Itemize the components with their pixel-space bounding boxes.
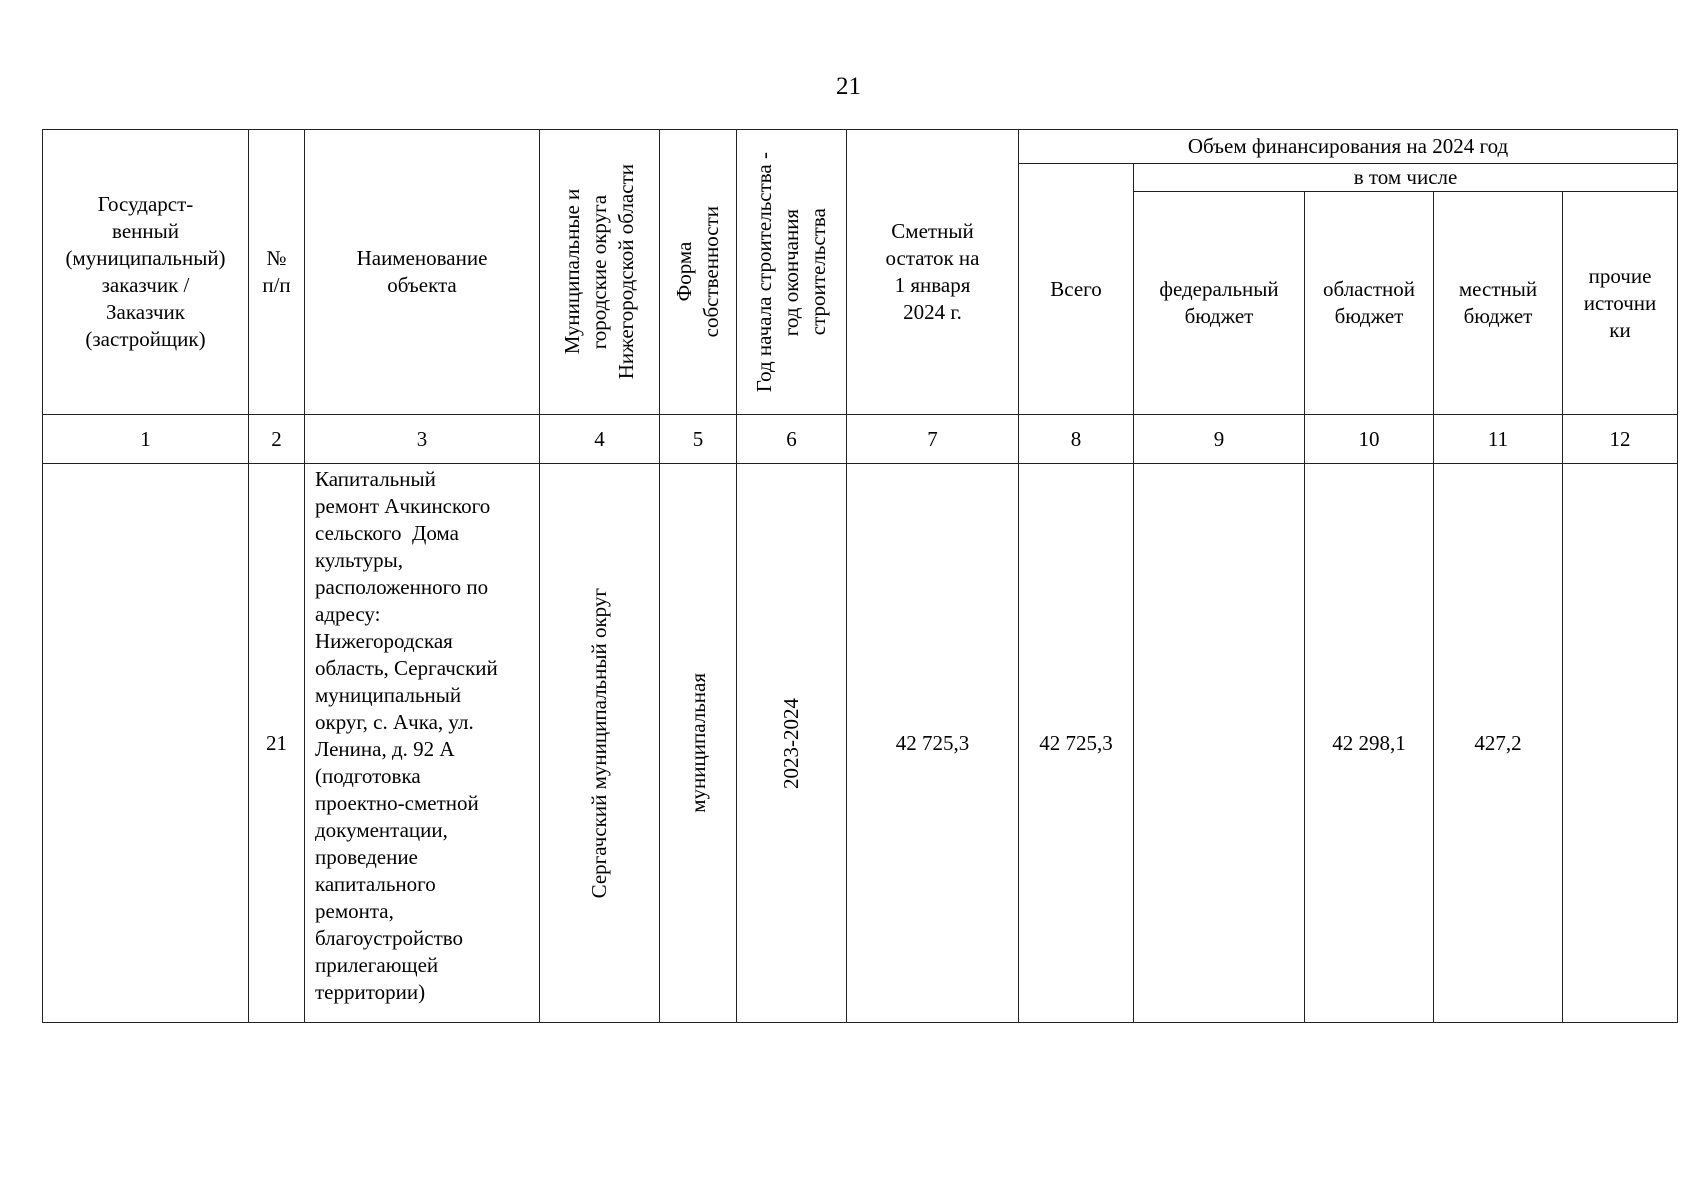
column-number: 1 (43, 415, 249, 464)
header-financing-group: Объем финансирования на 2024 год (1019, 130, 1678, 164)
financing-table (42, 129, 1678, 1023)
header-object-name: Наименование объекта (305, 130, 540, 415)
header-customer: Государст- венный (муниципальный) заказчик / Заказчик (застройщик) (43, 130, 249, 415)
page-number: 21 (836, 73, 861, 100)
header-total: Всего (1019, 164, 1134, 415)
column-number: 10 (1305, 415, 1434, 464)
column-number: 8 (1019, 415, 1134, 464)
column-number-row (43, 415, 1678, 464)
column-number: 2 (249, 415, 305, 464)
column-number: 5 (660, 415, 737, 464)
row-other (1563, 464, 1678, 1023)
column-number: 6 (737, 415, 847, 464)
row-customer (43, 464, 249, 1023)
table-row (43, 464, 1678, 1023)
header-other: прочие источни ки (1563, 192, 1678, 415)
column-number: 4 (540, 415, 660, 464)
row-total: 42 725,3 (1019, 464, 1134, 1023)
header-number: № п/п (249, 130, 305, 415)
row-local: 427,2 (1434, 464, 1563, 1023)
row-years: 2023-2024 (737, 464, 847, 1023)
row-ownership: муниципальная (660, 464, 737, 1023)
row-regional: 42 298,1 (1305, 464, 1434, 1023)
row-federal (1134, 464, 1305, 1023)
row-number: 21 (249, 464, 305, 1023)
row-object-name: Капитальный ремонт Ачкинского сельского Дома культуры, расположенного по адресу: Нижегородская область, Сергачский муниципальный округ, с. Ачка, ул. Ленина, д. 92 А (подготовка проектно-сметной документации, проведение капитального ремонта, благоустройство прилегающей территории) (305, 464, 540, 1023)
header-including: в том числе (1134, 164, 1678, 192)
header-estimate: Сметный остаток на 1 января 2024 г. (847, 130, 1019, 415)
header-regional: областной бюджет (1305, 192, 1434, 415)
column-number: 3 (305, 415, 540, 464)
column-number: 7 (847, 415, 1019, 464)
column-number: 11 (1434, 415, 1563, 464)
header-federal: федеральный бюджет (1134, 192, 1305, 415)
header-ownership: Форма собственности (660, 130, 737, 415)
header-local: местный бюджет (1434, 192, 1563, 415)
header-years: Год начала строительства - год окончания строительства (737, 130, 847, 415)
row-district: Сергачский муниципальный округ (540, 464, 660, 1023)
header-districts: Муниципальные и городские округа Нижегородской области (540, 130, 660, 415)
header-row-1 (43, 130, 1678, 164)
column-number: 12 (1563, 415, 1678, 464)
column-number: 9 (1134, 415, 1305, 464)
row-estimate: 42 725,3 (847, 464, 1019, 1023)
